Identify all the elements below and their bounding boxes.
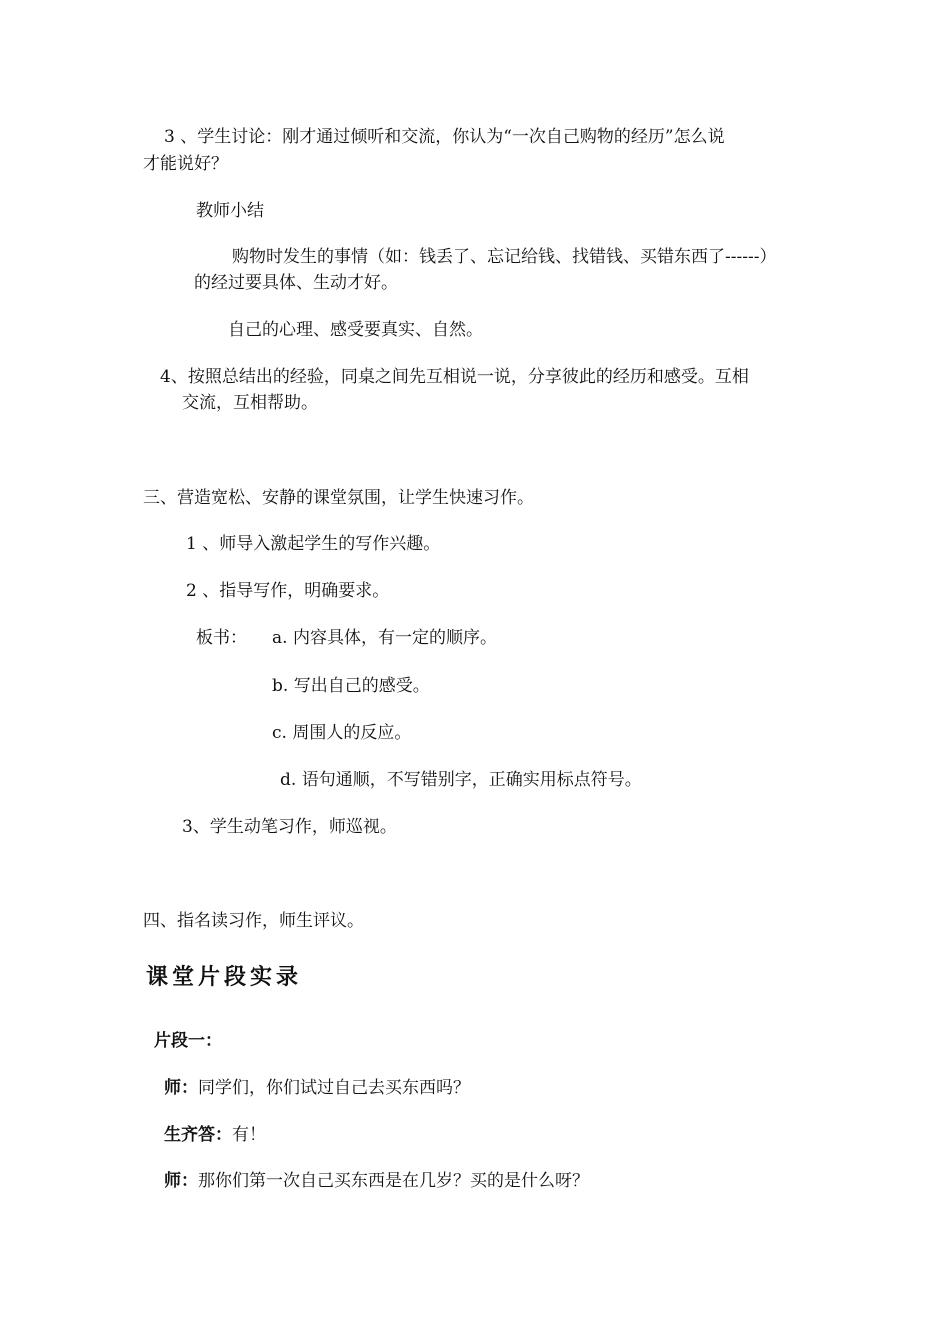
board-item-a: a. 内容具体，有一定的顺序。 <box>272 628 497 648</box>
summary-point2: 自己的心理、感受要真实、自然。 <box>228 320 483 340</box>
board-item-b: b. 写出自己的感受。 <box>272 676 430 696</box>
section4-title: 四、指名读习作，师生评议。 <box>143 911 364 931</box>
classroom-heading: 课堂片段实录 <box>146 965 303 990</box>
summary-point1-line1: 购物时发生的事情（如：钱丢了、忘记给钱、找错钱、买错东西了------） <box>232 247 777 267</box>
item3-line2: 才能说好？ <box>143 154 228 174</box>
fragment-label: 片段一： <box>154 1031 222 1051</box>
teacher-summary-label: 教师小结 <box>196 201 264 221</box>
section3-step1: 1 、师导入激起学生的写作兴趣。 <box>186 534 441 554</box>
dialogue-speaker: 师： <box>164 1078 198 1098</box>
dialogue-text: 同学们，你们试过自己去买东西吗？ <box>198 1078 470 1098</box>
board-item-c: c. 周围人的反应。 <box>272 723 412 743</box>
section3-step2: 2 、指导写作，明确要求。 <box>186 581 390 601</box>
dialogue-line <box>164 1077 470 1099</box>
board-item-d: d. 语句通顺，不写错别字，正确实用标点符号。 <box>280 770 642 790</box>
dialogue-text: 那你们第一次自己买东西是在几岁？买的是什么呀？ <box>198 1171 589 1191</box>
dialogue-line <box>164 1124 266 1146</box>
section3-step3: 3、学生动笔习作，师巡视。 <box>182 817 397 837</box>
dialogue-speaker: 生齐答： <box>164 1125 232 1145</box>
item4-line2: 交流，互相帮助。 <box>182 393 318 413</box>
board-label: 板书： <box>196 628 247 648</box>
dialogue-speaker: 师： <box>164 1171 198 1191</box>
item3-line1: 3 、学生讨论：刚才通过倾听和交流，你认为“一次自己购物的经历”怎么说 <box>164 127 725 147</box>
summary-point1-line2: 的经过要具体、生动才好。 <box>194 273 398 293</box>
section3-title: 三、营造宽松、安静的课堂氛围，让学生快速习作。 <box>143 488 534 508</box>
item4-line1: 4、按照总结出的经验，同桌之间先互相说一说，分享彼此的经历和感受。互相 <box>160 367 749 387</box>
dialogue-text: 有！ <box>232 1125 266 1145</box>
dialogue-line <box>164 1170 589 1192</box>
